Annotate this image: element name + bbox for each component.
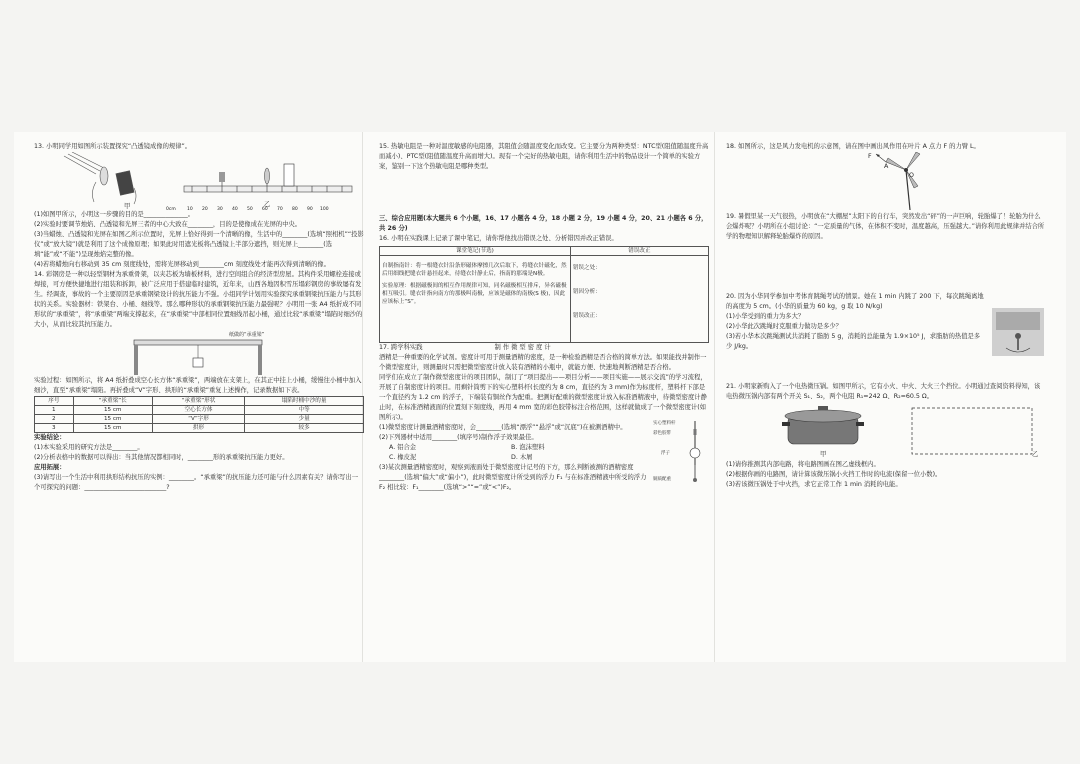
- ruler-tick: 0cm: [166, 207, 176, 212]
- q13-label-yi: 乙: [264, 201, 271, 208]
- column-right: [726, 142, 1046, 490]
- q16-error-analysis: 错因分析：: [572, 289, 601, 295]
- q17-header: [379, 343, 709, 353]
- q13-part-2: (2)实验时要调节烛焰、凸透镜和光屏三者的中心大致在________，目的是使像成在光屏的中央。: [34, 221, 302, 228]
- q20-answer-space: [726, 352, 1046, 382]
- q13-part-1: (1)如图甲所示，小明这一步骤的目的是______________。: [34, 211, 195, 218]
- q16-error-correction: 错误改正：: [572, 313, 601, 319]
- ruler-tick: 40: [232, 207, 238, 212]
- q13-title: 13. 小明同学用如图所示装置探究“凸透镜成像的规律”。: [34, 143, 192, 150]
- q17-fig-label: 彩色胶带: [653, 431, 671, 436]
- q17-part-1: (1)微型密度计测量酒精密度时，会________(选填“漂浮”“悬浮”或“沉底”)在被测酒精中。: [379, 424, 627, 431]
- q21-figure: [726, 402, 1046, 460]
- q16-head-left: 课堂笔记(节选): [380, 247, 571, 256]
- table-header: “承重梁”长: [73, 397, 152, 406]
- wind-turbine-diagram: [726, 152, 1046, 212]
- table-cell: 拱形: [152, 424, 244, 433]
- q13-diagram: [34, 152, 364, 210]
- q14-diagram: [34, 330, 364, 376]
- table-cell: “V”字形: [152, 415, 244, 424]
- q17-questions: [379, 423, 709, 493]
- q18-label-f: F: [868, 153, 872, 160]
- q18-label-a: A: [884, 163, 889, 170]
- q14-process: 实验过程：如图所示，将 A4 纸折叠成空心长方体“承重梁”，两端放在支架上，在其正中挂上小桶，缓慢往小桶中加入细沙，直至“承重梁”塌陷。再折叠成“V”字形、拱形的“承重梁”重复上述操作，记录数据如下表。: [34, 377, 362, 394]
- q17-figure: [655, 419, 711, 485]
- q15-answer-space: [379, 172, 709, 214]
- section-3-header: 三、综合应用题(本大题共 6 个小题，16、17 小题各 4 分，18 小题 2 分，19 小题 4 分，20、21 小题各 6 分，共 26 分): [379, 215, 708, 232]
- q17-head: 17. 跨学科实践: [379, 344, 423, 351]
- table-cell: 空心长方体: [152, 406, 244, 415]
- ruler-tick: 90: [307, 207, 313, 212]
- ruler-tick: 30: [217, 207, 223, 212]
- column-divider: [714, 132, 715, 662]
- table-cell: 15 cm: [73, 415, 152, 424]
- q14-data-table: [34, 396, 364, 433]
- q17-option-b: B. 泡沫塑料: [511, 444, 545, 451]
- q14-part-3: (3)请写出一个生活中利用拱形结构抗压的实例：________。“承重梁”的抗压能力还可能与什么因素有关？请你写出一个可探究的问题：__________________________?: [34, 474, 358, 491]
- q20-part-3: (3)若小华本次跳绳测试共消耗了脂肪 5 g，消耗的总能量为 1.9×10⁵ J，求脂肪的热值是多少 J/kg。: [726, 333, 981, 350]
- q16-head-right: 错误改正: [570, 247, 708, 256]
- q16-text: 16. 小明在实践课上记录了课中笔记，请你帮他找出错误之处、分析错因并改正错误。: [379, 235, 618, 242]
- q16-note-2: 实验原理：根据磁极间的相互作用规律可知，同名磁极相互排斥，异名磁极相互吸引。缝衣针指向南方的那极叫南极，应该是磁体的南极(S 极)，因此应该标上“S”。: [382, 283, 567, 305]
- q21-part-3: (3)若该微压锅处于中火挡，求它正常工作 1 min 消耗的电能。: [726, 481, 902, 488]
- q16-error-location: 错误之处：: [572, 265, 601, 271]
- table-cell: 1: [35, 406, 74, 415]
- q14-conclusion-title: 实验结论：: [34, 434, 66, 441]
- table-header: “承重梁”形状: [152, 397, 244, 406]
- q17-part-2: (2)下列器材中适用________(填序号)制作浮子效果最佳。: [379, 434, 538, 441]
- q17-part-3: (3)某次测量酒精密度时，观察到液面处于微型密度计记号的下方，那么判断被测的酒精密度________(选填“偏大”或“偏小”)，此时微型密度计所受到的浮力 F₁ 与在标准酒精液中所受的浮力 F₂ 相比较：F₁________(选填“>”“=”或“<”)F₂。: [379, 464, 647, 491]
- q15-text: 15. 热敏电阻是一种对温度敏感的电阻器，其阻值会随温度变化而改变。它主要分为两种类型：NTC型(阻值随温度升高而减小)、PTC型(阻值随温度升高而增大)。现有一个完好的热敏电阻，请你利用生活中的物品设计一个简单的实验方案，鉴别一下这个热敏电阻是哪种类型。: [379, 143, 709, 170]
- q21-diagram: [726, 402, 1046, 460]
- q13-figure: [34, 152, 364, 210]
- table-header: 序号: [35, 397, 74, 406]
- q17-options-row-2: [379, 453, 651, 463]
- q18-figure: [726, 152, 1046, 212]
- table-cell: 2: [35, 415, 74, 424]
- column-left: [34, 142, 364, 493]
- q18-text: 18. 如图所示，这是风力发电机的示意图，请在图中画出风作用在叶片 A 点力 F 的力臂 L。: [726, 143, 980, 150]
- q16-note-1: 自制指南针：将一根缝衣针沿条形磁体摩擦几次后取下，将缝衣针磁化，然后用细线把缝衣针悬挂起来，待缝衣针静止后，指南的那端是N极。: [382, 263, 567, 277]
- q16-note-table: [379, 246, 709, 343]
- q21-part-1: (1)请你推测其内部电路，将电路图画在图乙虚线框内。: [726, 461, 880, 468]
- q20-photo: [992, 308, 1044, 356]
- q13-part-4: (4)若将蜡烛向右移动到 35 cm 刻度线处，需将光屏移动到________cm 刻度线处才能再次得到清晰的像。: [34, 261, 331, 268]
- q17-fig-label: 浮子: [661, 451, 670, 456]
- q21-part-2: (2)根据你画的电路图，请计算该微压锅小火挡工作时的电流(保留一位小数)。: [726, 471, 942, 478]
- q18-label-o: O: [909, 172, 914, 179]
- q17-options-row-1: [379, 443, 651, 453]
- q20-part-2: (2)小华此次跳绳时克服重力做功是多少？: [726, 323, 842, 330]
- q21-label-yi: 乙: [1032, 451, 1039, 458]
- q19-answer-space: [726, 242, 1046, 292]
- column-middle: [379, 142, 709, 493]
- q19-text: 19. 暑假里某一天气很热，小明放在“大棚屋”太阳下的自行车，突然发出“砰”的一声巨响，轮胎爆了！轮胎为什么会爆炸呢？小明所在小组讨论：“一定质量的气体，在体积不变时，温度越高，压强越大。”请你利用此规律并结合所学的物理知识解释轮胎爆炸的原因。: [726, 213, 1045, 240]
- q17-title: 制作微型密度计: [494, 344, 553, 351]
- q14-figure: [34, 330, 364, 376]
- table-header: 塌陷时桶中沙的量: [245, 397, 364, 406]
- table-row: [35, 406, 364, 415]
- ruler-tick: 100: [320, 207, 329, 212]
- q21-label-jia: 甲: [820, 451, 827, 458]
- table-row: [35, 415, 364, 424]
- ruler-tick: 80: [292, 207, 298, 212]
- table-cell: 3: [35, 424, 74, 433]
- q17-option-c: C. 橡皮泥: [389, 454, 417, 461]
- table-cell: 少量: [245, 415, 364, 424]
- table-cell: 15 cm: [73, 424, 152, 433]
- table-cell: 较多: [245, 424, 364, 433]
- q21-text: 21. 小明家新购入了一个电热微压锅。如图甲所示，它有小火、中火、大火三个挡位。小明通过查阅资料得知，该电热微压锅内部有两个开关 S₁、S₂，两个电阻 R₁=242 Ω、R₂=60.5 Ω。: [726, 383, 1041, 400]
- q17-option-d: D. 木屑: [511, 454, 533, 461]
- q17-fig-label: 铜质配重: [653, 477, 671, 482]
- ruler-tick: 70: [277, 207, 283, 212]
- q17-paragraph-1: 酒精是一种重要的化学试剂。密度计可用于测量酒精的密度，是一种检验酒精是否合格的简单方法。如果能找并制作一个微型密度计，则测量时只需把微型密度计放入装有酒精的小瓶中，就能方便、快速地判断酒精是否合格。: [379, 354, 707, 371]
- ruler-tick: 10: [187, 207, 193, 212]
- q14-part-2: (2)分析表格中的数据可以得出：当其他情况都相同时，________形的承重梁抗压能力更好。: [34, 454, 289, 461]
- table-header-row: [35, 397, 364, 406]
- ruler-tick: 20: [202, 207, 208, 212]
- q16-answer-cell: [570, 256, 708, 343]
- q13-label-jia: 甲: [124, 203, 131, 210]
- ruler-tick: 50: [247, 207, 253, 212]
- q13-part-3: (3)当蜡烛、凸透镜和光屏在如图乙所示位置时，光屏上恰好得到一个清晰的像，生活中的________(选填“照相机”“投影仪”或“放大镜”)就是利用了这个成像原理；如果此时用遮光板将凸透镜上半部分遮挡，则光屏上________(选填“能”或“不能”)呈现烛焰完整的像。: [34, 231, 364, 258]
- table-cell: 15 cm: [73, 406, 152, 415]
- q14-extension-title: 应用拓展：: [34, 464, 66, 471]
- q14-intro: 14. 彩钢房是一种以轻型钢材为承重骨架，以夹芯板为墙板材料，进行空间组合的经济型房屋。其构件采用螺栓连接或焊接，可方便快捷地进行组装和拆卸，被广泛应用于搭建临时建筑，近年来，山西各地因积雪压塌彩钢房的事故屡有发生。经调查，事故的一个主要原因是承重钢梁设计的抗压能力不强。小组同学计划用实验探究承重钢梁抗压能力与其形状的关系。实验器材：铁架台、小桶、细线等。那么哪种形状的承重钢梁抗压能力最强呢？小明用一张 A4 纸折成不同形状的“承重梁”，将“承重梁”两端支撑起来，在“承重梁”中部相同位置细线吊起小桶，通过比较“承重梁”塌陷时细沙的大小，从而比较其抗压能力。: [34, 271, 363, 328]
- q17-option-a: A. 铝合金: [389, 444, 417, 451]
- q20-part-1: (1)小华受到的重力为多大？: [726, 313, 805, 320]
- q20-text: 20. 因为小华同学参加中考体育跳绳考试的情景。她在 1 min 内跳了 200 下，每次跳绳离地的高度为 5 cm。(小华的质量为 60 kg，g 取 10 N/kg): [726, 293, 984, 310]
- q20-block: [726, 292, 1046, 352]
- q16-note-cell: [380, 256, 571, 343]
- q14-part-1: (1)本实验采用的研究方法是________。: [34, 444, 144, 451]
- table-row: [35, 424, 364, 433]
- q14-fig-label: 纸做的“承重梁”: [229, 332, 265, 338]
- q17-paragraph-2: 同学们在成立了制作微型密度计的项目团队，制订了“项目提出——项目分析——项目实施——展示交流”的学习流程，开展了自制密度计的项目。用剩针筒剪下的实心塑料杆(长度约为 8 cm，直径约为 3 mm)作为标度杆，塑料杆下部是一个直径约为 1.2 cm 的浮子，下端装有铜丝作为配重。把测好配重的微型密度计放入标准酒精液中，待微型密度计静止时，在标准酒精液面的位置刻下刻度线，再用 4 mm 宽的彩色胶带标注合格范围，这样就做成了一个微型密度计(如图所示)。: [379, 374, 707, 421]
- table-cell: 中等: [245, 406, 364, 415]
- ruler-tick: 60: [262, 207, 268, 212]
- q17-fig-label: 实心塑料杆: [653, 421, 676, 426]
